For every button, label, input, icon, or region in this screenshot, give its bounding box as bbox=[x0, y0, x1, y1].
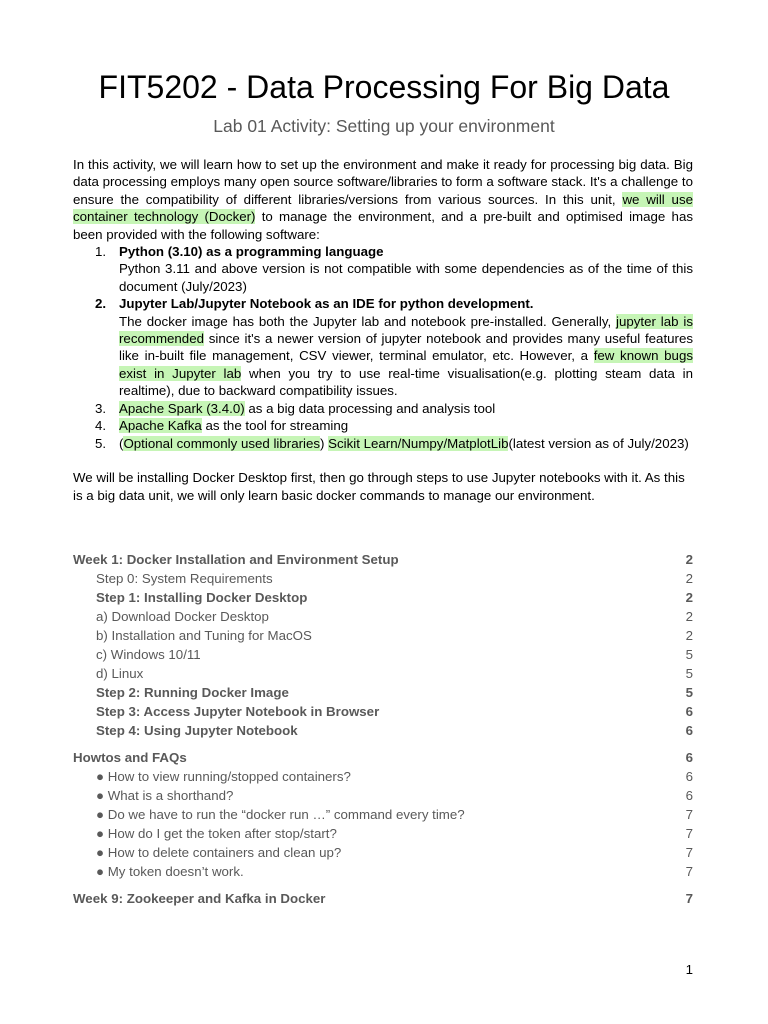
toc-entry-week9[interactable]: Week 9: Zookeeper and Kafka in Docker 7 bbox=[73, 891, 693, 906]
list-item-pre: ( bbox=[119, 435, 124, 451]
list-item-text-b: since it's a newer version of jupyter notebook and provides many useful features like in-built file management, CSV viewer, terminal emulator, etc. However, a bbox=[119, 331, 693, 364]
list-item bbox=[73, 243, 693, 295]
list-item-mid: ) bbox=[320, 435, 329, 451]
closing-paragraph: We will be installing Docker Desktop first, then go through steps to use Jupyter notebooks with it. As this is a big data unit, we will only learn basic docker commands to manage our environment. bbox=[73, 470, 685, 503]
toc-entry-step2[interactable]: Step 2: Running Docker Image 5 bbox=[96, 685, 693, 700]
list-item-text bbox=[119, 400, 693, 417]
list-item-number: 2. bbox=[95, 296, 107, 312]
toc-entry-faq-2[interactable]: ● What is a shorthand? 6 bbox=[96, 788, 693, 803]
list-item-post: (latest version as of July/2023) bbox=[508, 435, 689, 451]
list-item bbox=[73, 435, 693, 452]
intro-text-1: In this activity, we will learn how to set up the environment and make it ready for processing big data. Big data processing employs many open source software/libraries to form a software stack. It's a challenge to ensure the compatibility of different libraries/versions from various sources. In this unit, bbox=[73, 157, 693, 207]
list-item-number: 4. bbox=[95, 418, 107, 434]
list-item-highlight: Apache Kafka bbox=[119, 418, 202, 434]
list-item-text: Python 3.11 and above version is not compatible with some dependencies as of the time of this document (July/2023) bbox=[119, 261, 693, 294]
toc-entry-step4[interactable]: Step 4: Using Jupyter Notebook 6 bbox=[96, 723, 693, 738]
list-item bbox=[73, 417, 693, 434]
toc-entry-faq-6[interactable]: ● My token doesn’t work. 7 bbox=[96, 864, 693, 879]
table-of-contents bbox=[73, 550, 693, 908]
toc-entry-faq-3[interactable]: ● Do we have to run the “docker run …” command every time? 7 bbox=[96, 807, 693, 822]
toc-entry-week1[interactable]: Week 1: Docker Installation and Environment Setup 2 bbox=[73, 552, 693, 567]
list-item-heading: Jupyter Lab/Jupyter Notebook as an IDE for python development. bbox=[119, 296, 534, 312]
toc-entry-linux[interactable]: d) Linux 5 bbox=[96, 666, 693, 681]
list-item-highlight-a: jupyter lab is recommended bbox=[119, 313, 693, 347]
list-item-number: 3. bbox=[95, 400, 107, 416]
toc-entry-step0[interactable]: Step 0: System Requirements 2 bbox=[96, 571, 693, 586]
list-item-text-c: when you try to use real-time visualisation(e.g. plotting steam data in realtime), due to backward compatibility issues. bbox=[119, 365, 693, 399]
list-item bbox=[73, 295, 693, 399]
toc-entry-faq-1[interactable]: ● How to view running/stopped containers? 6 bbox=[96, 769, 693, 784]
document-subtitle: Lab 01 Activity: Setting up your environment bbox=[213, 116, 555, 136]
intro-paragraph bbox=[73, 156, 693, 243]
list-item-text bbox=[119, 417, 693, 434]
list-item-highlight-a: Optional commonly used libraries bbox=[123, 435, 321, 451]
list-item-number: 5. bbox=[95, 435, 107, 451]
list-item-text-a: The docker image has both the Jupyter lab and notebook pre-installed. Generally, bbox=[119, 313, 617, 329]
toc-entry-faq-4[interactable]: ● How do I get the token after stop/start? 7 bbox=[96, 826, 693, 841]
toc-entry-step3[interactable]: Step 3: Access Jupyter Notebook in Browser 6 bbox=[96, 704, 693, 719]
intro-highlight: we will use container technology (Docker) bbox=[73, 191, 693, 225]
toc-entry-faq-5[interactable]: ● How to delete containers and clean up? 7 bbox=[96, 845, 693, 860]
list-item-highlight-b: Scikit Learn/Numpy/MatplotLib bbox=[328, 435, 509, 451]
toc-entry-download[interactable]: a) Download Docker Desktop 2 bbox=[96, 609, 693, 624]
list-item-highlight: Apache Spark (3.4.0) bbox=[119, 400, 245, 416]
intro-text-2: to manage the environment, and a pre-built and optimised image has been provided with the following software: bbox=[73, 209, 693, 242]
software-list bbox=[73, 243, 693, 452]
toc-entry-macos[interactable]: b) Installation and Tuning for MacOS 2 bbox=[96, 628, 693, 643]
page-number: 1 bbox=[685, 962, 693, 977]
list-item-text bbox=[119, 313, 693, 400]
document-title: FIT5202 - Data Processing For Big Data bbox=[98, 69, 670, 105]
list-item-number: 1. bbox=[95, 244, 107, 260]
list-item-text-rest: as a big data processing and analysis tool bbox=[244, 400, 496, 416]
body-text bbox=[73, 156, 693, 504]
toc-entry-windows[interactable]: c) Windows 10/11 5 bbox=[96, 647, 693, 662]
list-item-text-rest: as the tool for streaming bbox=[201, 418, 349, 434]
toc-entry-howtos[interactable]: Howtos and FAQs 6 bbox=[73, 750, 693, 765]
list-item-heading: Python (3.10) as a programming language bbox=[119, 244, 384, 260]
list-item bbox=[73, 400, 693, 417]
toc-entry-step1[interactable]: Step 1: Installing Docker Desktop 2 bbox=[96, 590, 693, 605]
list-item-text bbox=[119, 435, 693, 452]
list-item-highlight-b: few known bugs exist in Jupyter lab bbox=[119, 348, 693, 381]
